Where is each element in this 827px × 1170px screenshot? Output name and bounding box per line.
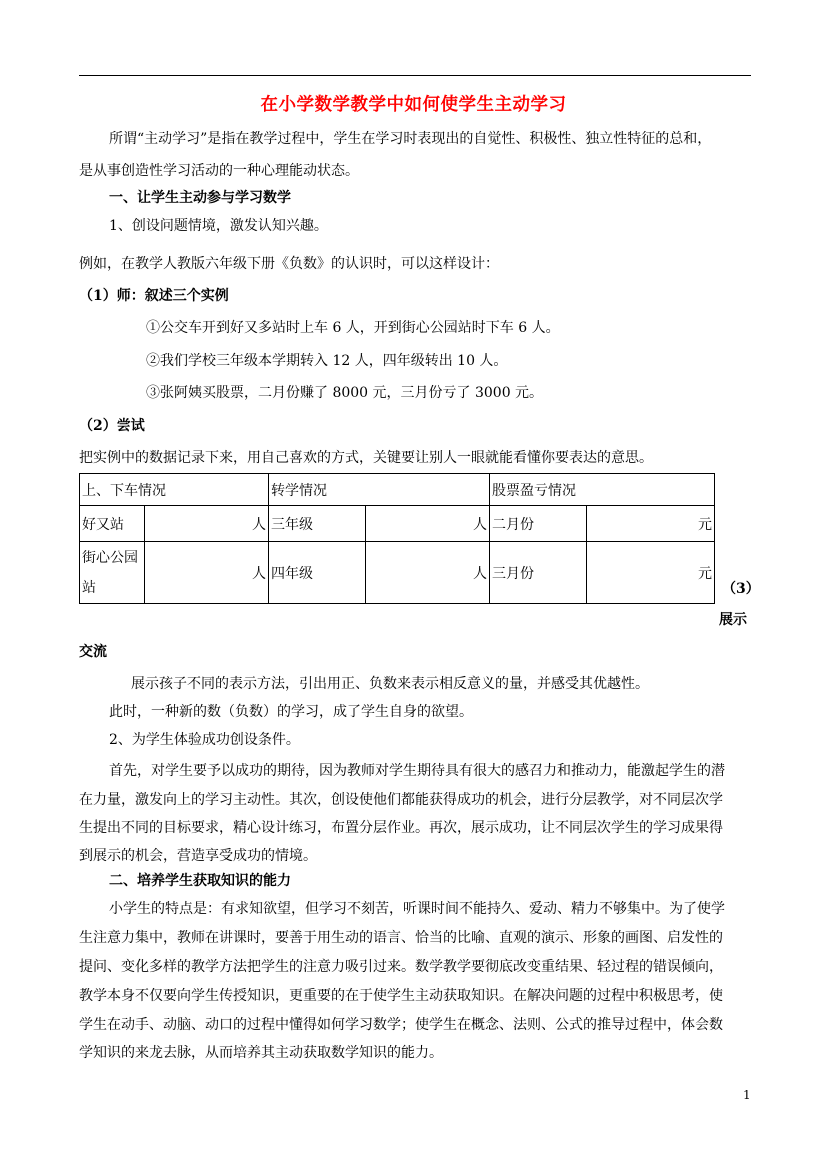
item2-paragraph-line: 到展示的机会，营造享受成功的情境。 xyxy=(79,848,317,864)
section1-item2: 2、为学生体验成功创设条件。 xyxy=(109,732,300,748)
document-title: 在小学数学教学中如何使学生主动学习 xyxy=(260,95,567,115)
table-cell: 街心公园站 xyxy=(80,542,145,604)
item2-paragraph-line: 生提出不同的目标要求，精心设计练习，布置分层作业。再次，展示成功，让不同层次学生的学习成果得 xyxy=(79,820,723,836)
page-number: 1 xyxy=(743,1088,751,1102)
section2-heading: 二、培养学生获取知识的能力 xyxy=(109,873,291,889)
table-cell: 元 xyxy=(587,542,715,604)
step3-label-part2: 交流 xyxy=(79,644,107,660)
header-rule xyxy=(79,75,751,76)
example-intro: 例如，在教学人教版六年级下册《负数》的认识时，可以这样设计： xyxy=(79,256,499,272)
intro-line-2: 是从事创造性学习活动的一种心理能动状态。 xyxy=(79,163,359,179)
table-row xyxy=(80,542,715,604)
step3-label-part1: 展示 xyxy=(719,612,747,628)
item2-paragraph-line: 首先，对学生要予以成功的期待，因为教师对学生期待具有很大的感召力和推动力，能激起学生的潜 xyxy=(109,763,725,779)
section2-paragraph-line: 生注意力集中，教师在讲课时，要善于用生动的语言、恰当的比喻、直观的演示、形象的画图、启发性的 xyxy=(79,930,723,946)
table-cell: 人 xyxy=(145,506,269,542)
case-2: ②我们学校三年级本学期转入 12 人，四年级转出 10 人。 xyxy=(146,353,508,369)
table-row xyxy=(80,506,715,542)
header-stock: 股票盈亏情况 xyxy=(490,474,715,506)
section2-paragraph-line: 学生在动手、动脑、动口的过程中懂得如何学习数学；使学生在概念、法则、公式的推导过程中，体会数 xyxy=(79,1017,723,1033)
step1-heading: （1）师：叙述三个实例 xyxy=(79,288,229,304)
header-boarding: 上、下车情况 xyxy=(80,474,269,506)
section2-paragraph-line: 提问、变化多样的教学方法把学生的注意力吸引过来。数学教学要彻底改变重结果、轻过程的错误倾向， xyxy=(79,959,723,975)
table-cell: 四年级 xyxy=(269,542,366,604)
table-cell: 三月份 xyxy=(490,542,587,604)
section1-heading: 一、让学生主动参与学习数学 xyxy=(109,190,291,206)
case-3: ③张阿姨买股票，二月份赚了 8000 元，三月份亏了 3000 元。 xyxy=(146,385,544,401)
table-cell: 人 xyxy=(366,542,490,604)
table-cell: 人 xyxy=(366,506,490,542)
table-cell: 人 xyxy=(145,542,269,604)
intro-line-1: 所谓“主动学习”是指在教学过程中，学生在学习时表现出的自觉性、积极性、独立性特征的总和， xyxy=(109,131,712,147)
record-table xyxy=(79,473,715,604)
table-cell: 二月份 xyxy=(490,506,587,542)
step2-heading: （2）尝试 xyxy=(79,418,145,434)
section2-paragraph-line: 小学生的特点是：有求知欲望，但学习不刻苦，听课时间不能持久、爱动、精力不够集中。为了使学 xyxy=(109,901,725,917)
table-cell: 三年级 xyxy=(269,506,366,542)
table-cell: 元 xyxy=(587,506,715,542)
section2-paragraph-line: 教学本身不仅要向学生传授知识，更重要的在于使学生主动获取知识。在解决问题的过程中积极思考，使 xyxy=(79,988,723,1004)
step2-text: 把实例中的数据记录下来，用自己喜欢的方式，关键要让别人一眼就能看懂你要表达的意思。 xyxy=(79,450,653,466)
section2-paragraph-line: 学知识的来龙去脉，从而培养其主动获取数学知识的能力。 xyxy=(79,1045,443,1061)
step3-line-1: 展示孩子不同的表示方法，引出用正、负数来表示相反意义的量，并感受其优越性。 xyxy=(131,676,649,692)
step3-number: （3） xyxy=(722,581,760,597)
header-transfer: 转学情况 xyxy=(269,474,490,506)
table-header-row xyxy=(80,474,715,506)
step3-line-2: 此时，一种新的数（负数）的学习，成了学生自身的欲望。 xyxy=(109,704,473,720)
section1-item1: 1、创设问题情境，激发认知兴趣。 xyxy=(109,218,328,234)
item2-paragraph-line: 在力量，激发向上的学习主动性。其次，创设使他们都能获得成功的机会，进行分层教学，对不同层次学 xyxy=(79,792,723,808)
case-1: ①公交车开到好又多站时上车 6 人，开到街心公园站时下车 6 人。 xyxy=(146,320,560,336)
table-cell: 好又站 xyxy=(80,506,145,542)
